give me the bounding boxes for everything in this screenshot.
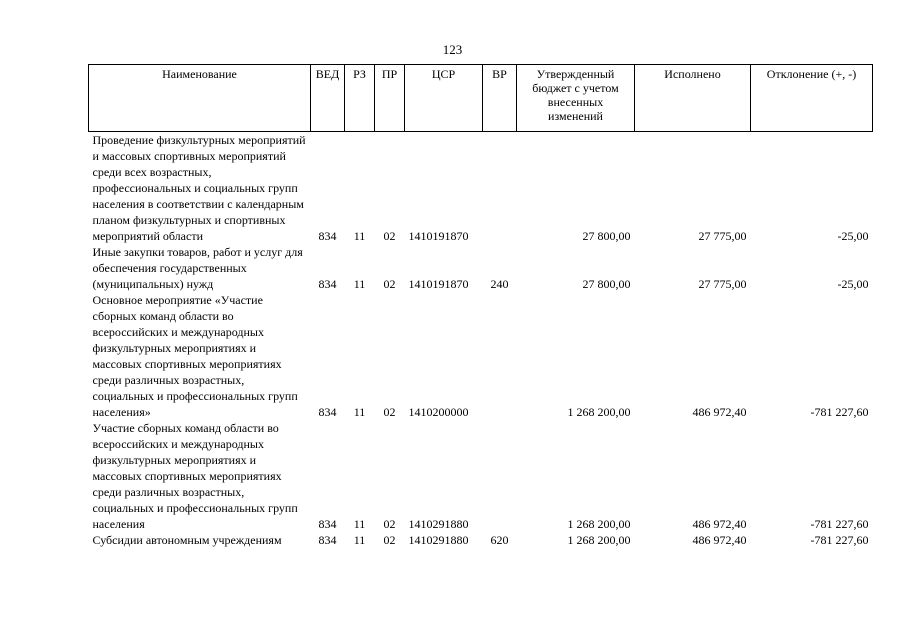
row-csr: 1410291880: [408, 517, 469, 531]
row-budget: 27 800,00: [582, 229, 631, 243]
header-pr: ПР: [375, 65, 405, 132]
row-deviation: -781 227,60: [810, 405, 869, 419]
row-ved: 834: [318, 517, 337, 531]
header-executed: Исполнено: [635, 65, 751, 132]
row-rz: 11: [353, 229, 366, 243]
row-name: Участие сборных команд области во всероссийских и международных физкультурных мероприятиях и массовых спортивных мероприятиях среди различных возрастных, социальных и профессиональных групп населения: [92, 421, 298, 531]
row-deviation: -25,00: [837, 277, 869, 291]
row-budget: 1 268 200,00: [567, 405, 631, 419]
table-row: [89, 132, 873, 245]
row-vr: 620: [490, 533, 509, 547]
row-executed: 27 775,00: [698, 277, 747, 291]
row-name: Проведение физкультурных мероприятий и массовых спортивных мероприятий среди всех возрастных, профессиональных и социальных групп населения в соответствии с календарным планом физкультурных и спортивных мероприятий области: [92, 133, 306, 243]
row-pr: 02: [383, 533, 396, 547]
row-pr: 02: [383, 517, 396, 531]
row-ved: 834: [318, 229, 337, 243]
header-budget: Утвержденный бюджет с учетом внесенных изменений: [517, 65, 635, 132]
row-ved: 834: [318, 533, 337, 547]
row-deviation: -781 227,60: [810, 517, 869, 531]
row-executed: 486 972,40: [692, 517, 747, 531]
row-csr: 1410191870: [408, 229, 469, 243]
row-name: Субсидии автономным учреждениям: [92, 533, 282, 547]
row-rz: 11: [353, 277, 366, 291]
table-row: [89, 420, 873, 532]
row-vr: [483, 292, 517, 420]
header-vr: ВР: [483, 65, 517, 132]
row-vr: [483, 420, 517, 532]
budget-table: [88, 64, 873, 548]
row-rz: 11: [353, 533, 366, 547]
table-row: [89, 532, 873, 548]
row-budget: 1 268 200,00: [567, 517, 631, 531]
row-ved: 834: [318, 277, 337, 291]
row-csr: 1410191870: [408, 277, 469, 291]
header-rz: РЗ: [345, 65, 375, 132]
row-executed: 27 775,00: [698, 229, 747, 243]
row-csr: 1410200000: [408, 405, 469, 419]
header-name: Наименование: [89, 65, 311, 132]
row-rz: 11: [353, 405, 366, 419]
row-csr: 1410291880: [408, 533, 469, 547]
header-csr: ЦСР: [405, 65, 483, 132]
row-pr: 02: [383, 229, 396, 243]
row-deviation: -25,00: [837, 229, 869, 243]
page-number: 123: [442, 42, 463, 57]
header-ved: ВЕД: [311, 65, 345, 132]
row-deviation: -781 227,60: [810, 533, 869, 547]
table-header-row: [89, 65, 873, 132]
row-pr: 02: [383, 405, 396, 419]
row-name: Иные закупки товаров, работ и услуг для обеспечения государственных (муниципальных) нужд: [92, 245, 303, 291]
table-row: [89, 244, 873, 292]
row-pr: 02: [383, 277, 396, 291]
row-executed: 486 972,40: [692, 533, 747, 547]
header-deviation: Отклонение (+, -): [751, 65, 873, 132]
row-vr: 240: [490, 277, 509, 291]
row-budget: 27 800,00: [582, 277, 631, 291]
table-row: [89, 292, 873, 420]
row-executed: 486 972,40: [692, 405, 747, 419]
row-rz: 11: [353, 517, 366, 531]
row-budget: 1 268 200,00: [567, 533, 631, 547]
row-ved: 834: [318, 405, 337, 419]
row-name: Основное мероприятие «Участие сборных команд области во всероссийских и международных физкультурных мероприятиях и массовых спортивных мероприятиях среди различных возрастных, социальных и профессиональных групп населения»: [92, 293, 298, 419]
row-vr: [483, 132, 517, 245]
